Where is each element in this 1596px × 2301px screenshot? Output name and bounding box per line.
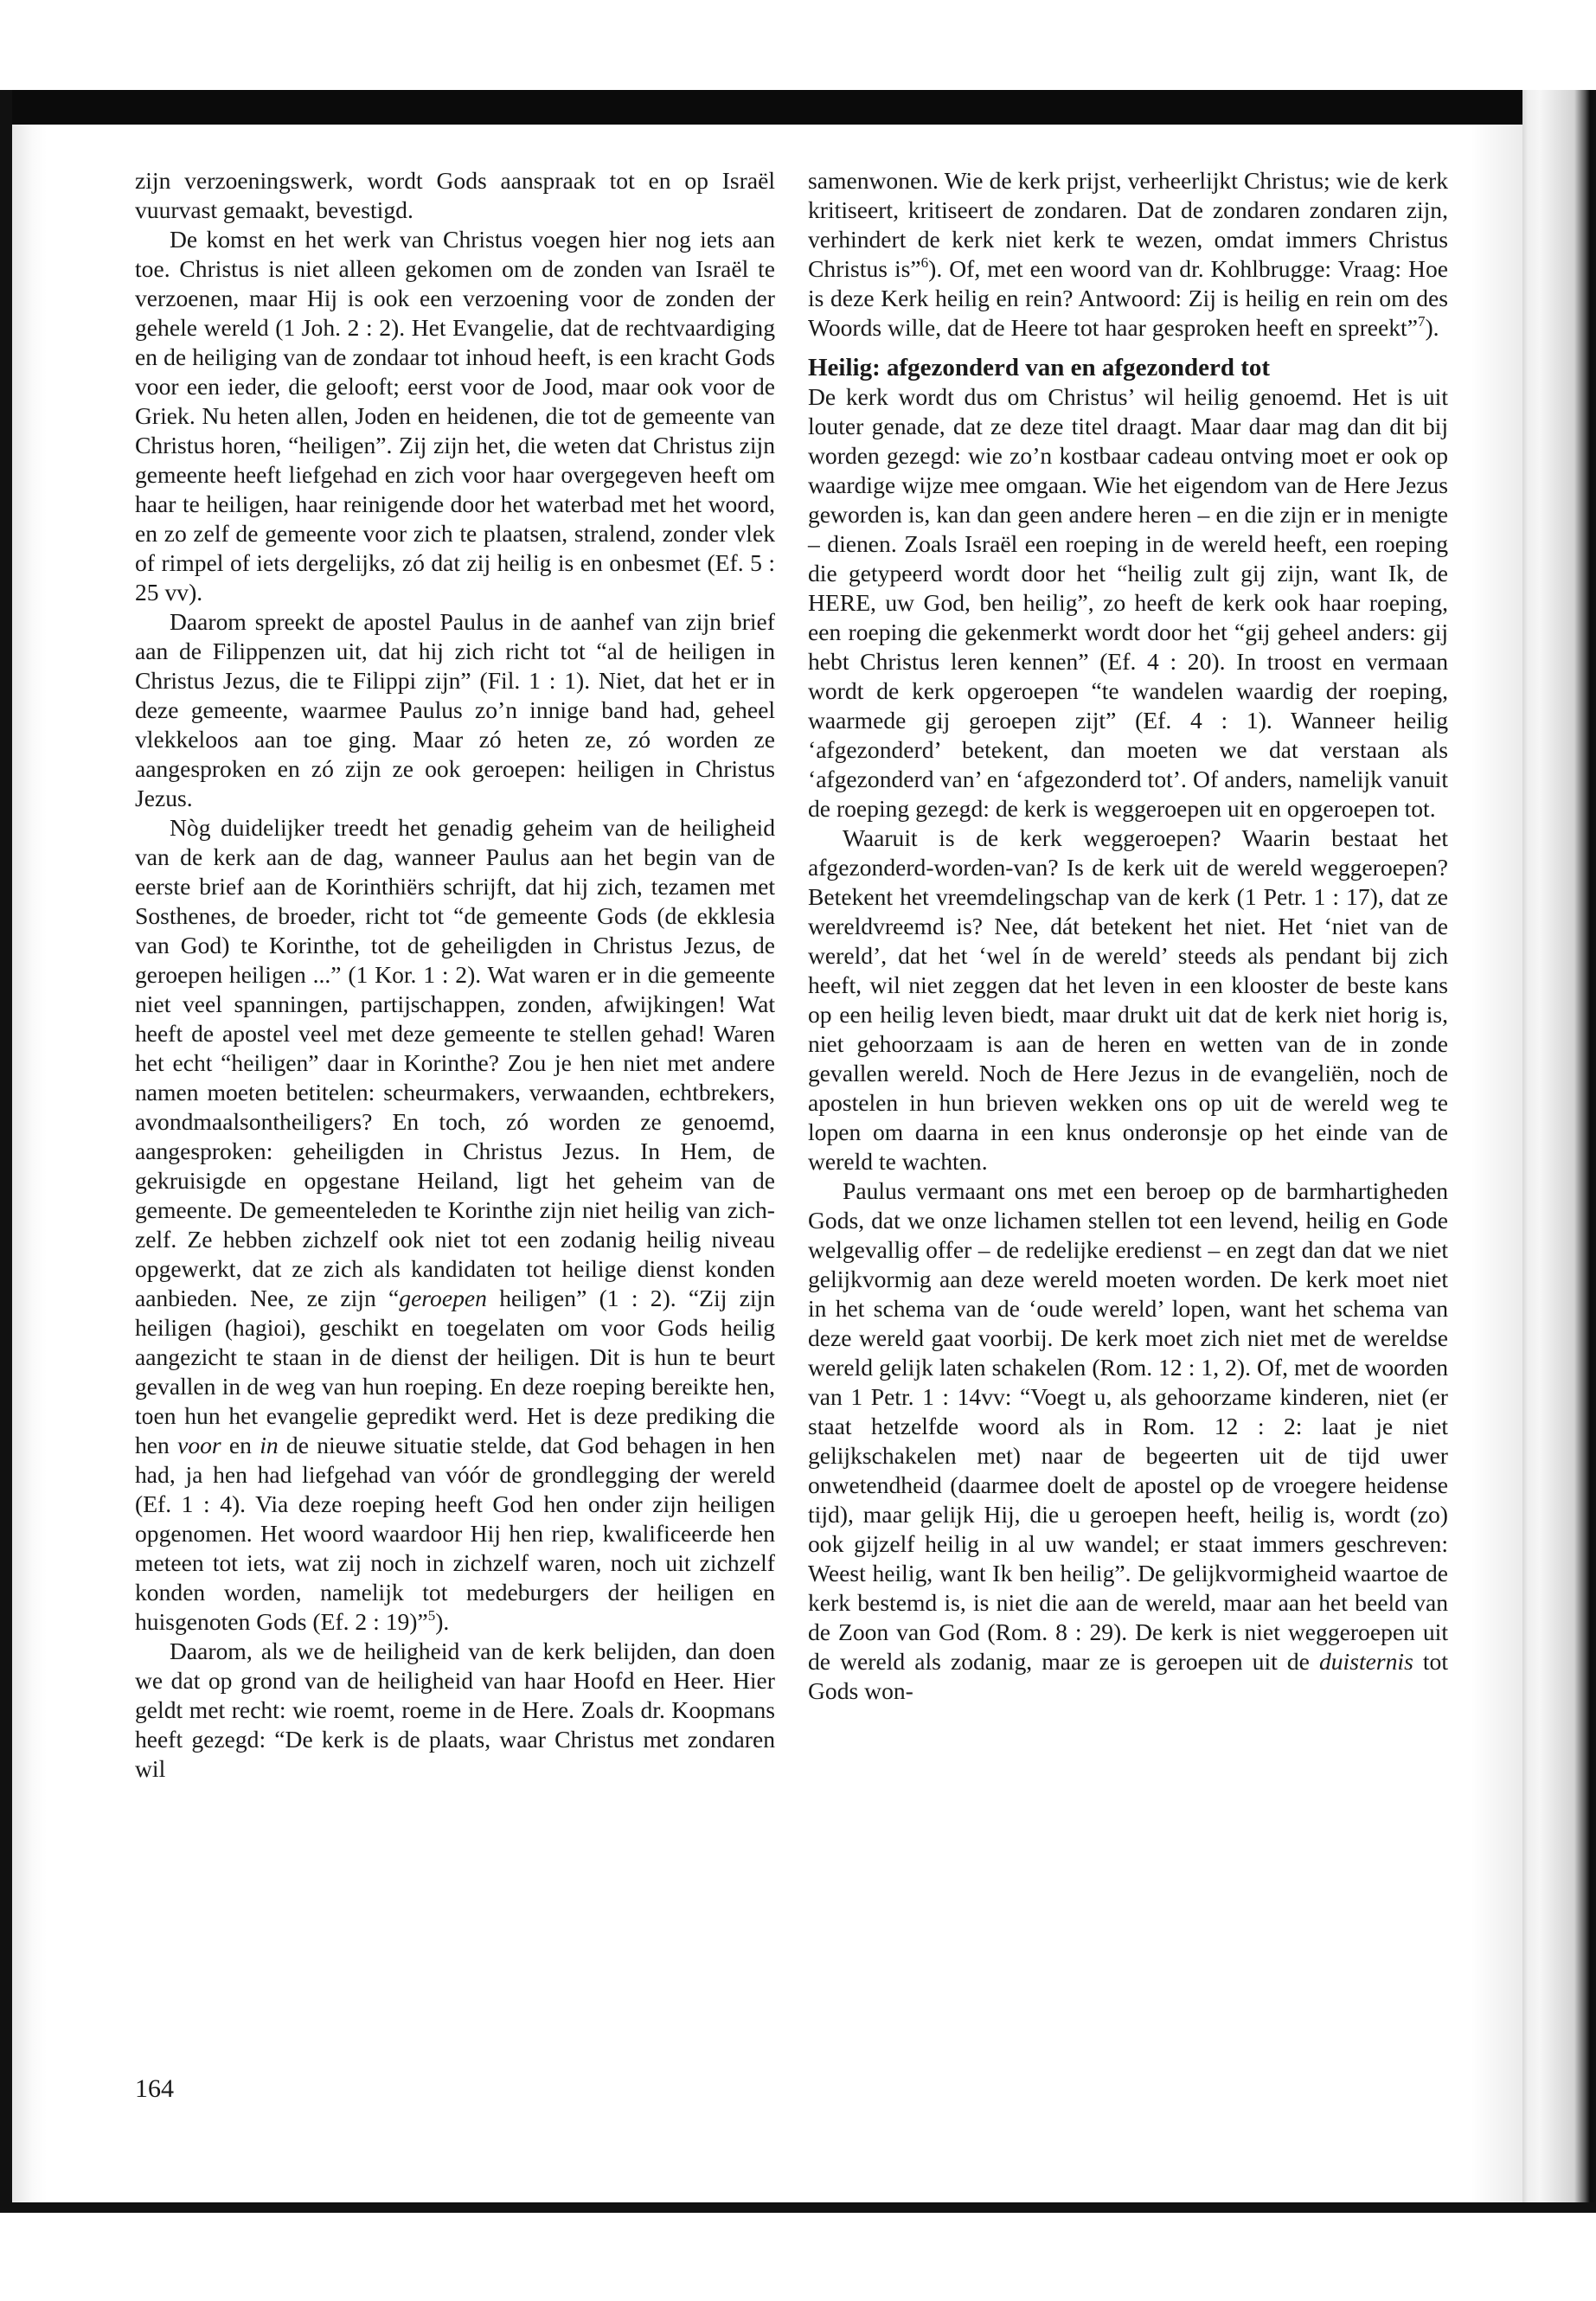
emphasis-text: in — [260, 1432, 279, 1458]
text-run: heiligen” (1 : 2). “Zij zijn heiligen (hagioi), geschikt en toegelaten om voor Gods heilig aangezicht te staan in de dienst der heiligen. Dit is hun te beurt gevallen in de weg van hun roeping. En deze roeping bereikte hen, toen hun het evangelie gepredikt werd. Het is deze prediking die hen — [135, 1285, 776, 1458]
page-gutter-shadow — [1471, 125, 1522, 2202]
text-run: Paulus vermaant ons met een beroep op de barmhartigheden Gods, dat we onze lichamen stellen tot een levend, heilig en Gode welgevallig offer – de redelijke eredienst – en zegt dan dat we niet gelijkvormig aan deze wereld moeten worden. De kerk moet niet in het schema van de ‘oude wereld’ lopen, want het schema van deze wereld gaat voorbij. De kerk moet zich niet met de wereldse wereld gelijk laten schakelen (Rom. 12 : 1, 2). Of, met de woorden van 1 Petr. 1 : 14vv: “Voegt u, als gehoorzame kinderen, niet (er staat hetzelfde woord als in Rom. 12 : 2: laat je niet gelijkschakelen met) naar de begeerten uit de tijd uwer onwetendheid (daarmee doelt de apostel op de vroegere heidense tijd), maar gelijk Hij, die u geroepen heeft, heilig is, wordt (zo) ook gijzelf heilig in al uw wandel; er staat immers geschreven: Weest heilig, want Ik ben heilig”. De gelijkvormigheid waartoe de kerk bestemd is, is niet die aan de wereld, maar aan het beeld van de Zoon van God (Rom. 8 : 29). De kerk is niet weggeroepen uit de wereld als zodanig, maar ze is geroepen uit de — [808, 1177, 1448, 1675]
emphasis-text: duisternis — [1318, 1648, 1413, 1675]
page-number: 164 — [135, 2074, 174, 2103]
text-run: ). — [1425, 314, 1439, 341]
scan-border-right — [1522, 90, 1596, 2213]
paragraph — [808, 382, 1448, 824]
text-run: Daarom spreekt de apostel Paulus in de aanhef van zijn brief aan de Filippenzen uit, dat hij zich richt tot “al de heiligen in Christus Jezus, die te Filippi zijn” (Fil. 1 : 1). Niet, dat het er in deze gemeente, waarmee Paulus zo’n innige band had, geheel vlekkeloos aan toe ging. Maar zó heten ze, zó worden ze aangesproken en zó zijn ze ook geroepen: heiligen in Christus Jezus. — [135, 608, 775, 811]
left-text-column — [135, 166, 775, 1784]
text-run: Waaruit is de kerk weggeroepen? Waarin bestaat het afgezonderd-worden-van? Is de kerk uit de wereld weggeroepen? Betekent het vreemdelingschap van de kerk (1 Petr. 1 : 17), dat ze wereldvreemd is? Nee, dát betekent het niet. Het ‘niet van de wereld’, dat het ‘wel ín de wereld’ steeds als pendant bij zich heeft, wil niet zeggen dat het leven in een klooster de beste kans op een heilig leven biedt, maar drukt uit dat de kerk niet horig is, niet gehoorzaam is aan de heren en wetten van de in zonde gevallen wereld. Noch de Here Jezus in de evangeliën, noch de apostelen in hun brieven wekken ons op uit de wereld weg te lopen om daarna in een knus onderonsje op het einde van de wereld te wachten. — [808, 824, 1448, 1175]
scan-border-left — [0, 90, 12, 2211]
scan-border-bottom — [0, 2202, 1596, 2213]
paragraph — [135, 1637, 775, 1784]
text-run: zijn verzoeningswerk, wordt Gods aanspraak tot en op Israël vuurvast gemaakt, bevestigd. — [135, 167, 775, 223]
footnote-reference: 7 — [1417, 313, 1426, 330]
paragraph — [135, 607, 775, 813]
right-text-column — [808, 166, 1448, 1706]
footnote-reference: 5 — [427, 1607, 436, 1624]
emphasis-text: voor — [177, 1432, 221, 1458]
text-run: ). Of, met een woord van dr. Kohlbrugge: Vraag: Hoe is deze Kerk heilig en rein? Antwoord: Zij is heilig en rein om des Woords wille, dat de Heere tot haar gesproken heeft en spreekt” — [808, 255, 1448, 341]
text-run: Nòg duidelijker treedt het genadig geheim van de heiligheid van de kerk aan de dag, wanneer Paulus aan het begin van de eerste brief aan de Korinthiërs schrijft, dat hij zich, tezamen met Sosthenes, de broeder, richt tot “de gemeente Gods (de ekklesia van God) te Korinthe, tot de geheiligden in Christus Jezus, de geroepen heiligen ...” (1 Kor. 1 : 2). Wat waren er in die gemeente niet veel spanningen, partijschappen, zonden, afwijkingen! Wat heeft de apostel veel met deze gemeente te stellen gehad! Waren het echt “heiligen” daar in Korinthe? Zou je hen niet met andere namen moeten betitelen: scheurmakers, verwaanden, echtbrekers, avondmaalsontheiligers? En toch, zó worden ze genoemd, aangesproken: geheiligden in Christus Jezus. In Hem, de gekruisigde en opgestane Heiland, ligt het geheim van de gemeente. De gemeenteleden te Korinthe zijn niet heilig van zichzelf. Ze hebben zichzelf ook niet tot een zodanig heilig niveau opgewerkt, dat ze zich als kandidaten tot heilige dienst konden aanbieden. Nee, ze zijn “ — [135, 814, 775, 1311]
footnote-reference: 6 — [920, 254, 929, 271]
paragraph — [808, 824, 1448, 1176]
paragraph — [135, 225, 775, 607]
paragraph — [135, 813, 775, 1637]
text-run: de nieuwe situatie stelde, dat God behagen in hen had, ja hen had liefgehad van vóór de grondlegging der wereld (Ef. 1 : 4). Via deze roeping heeft God hen onder zijn heiligen opgenomen. Het woord waardoor Hij hen riep, kwalificeerde hen meteen tot iets, wat zij noch in zichzelf waren, noch uit zichzelf konden worden, namelijk tot medeburgers der heiligen en huisgenoten Gods (Ef. 2 : 19)” — [135, 1432, 775, 1635]
emphasis-text: geroepen — [399, 1285, 487, 1311]
scan-border-top — [0, 90, 1596, 125]
section-heading — [808, 353, 1448, 382]
text-run: Heilig: afgezonderd van en afgezonderd tot — [808, 354, 1271, 381]
page-edge-shadow — [12, 125, 47, 2202]
text-run: tot Gods won- — [808, 1648, 1449, 1704]
text-run: ). — [435, 1608, 450, 1635]
text-run: samenwonen. Wie de kerk prijst, verheerlijkt Christus; wie de kerk kritiseert, kritiseert de zondaren. Dat de zondaren zondaren zijn, verhindert de kerk niet kerk te wezen, omdat immers Christus Christus is” — [808, 167, 1448, 282]
text-run: en — [221, 1432, 260, 1458]
text-run: De komst en het werk van Christus voegen hier nog iets aan toe. Christus is niet alleen gekomen om de zonden van Israël te verzoenen, maar Hij is ook een verzoening voor de zonden der gehele wereld (1 Joh. 2 : 2). Het Evangelie, dat de rechtvaardiging en de heiliging van de zondaar tot inhoud heeft, is een kracht Gods voor een ieder, die gelooft; eerst voor de Jood, maar ook voor de Griek. Nu heten allen, Joden en heidenen, die tot de gemeente van Christus horen, “heiligen”. Zij zijn het, die weten dat Christus zijn gemeente heeft liefgehad en zich voor haar overgegeven heeft om haar te heiligen, haar reinigende door het waterbad met het woord, en zo zelf de gemeente voor zich te plaatsen, stralend, zonder vlek of rimpel of iets dergelijks, zó dat zij heilig is en onbesmet (Ef. 5 : 25 vv). — [135, 226, 775, 606]
text-run: De kerk wordt dus om Christus’ wil heilig genoemd. Het is uit louter genade, dat ze deze titel draagt. Maar daar mag dan dit bij worden gezegd: wie zo’n kostbaar cadeau ontving moet er ook op waardige wijze mee omgaan. Wie het eigendom van de Here Jezus geworden is, kan dan geen andere heren – en die zijn er in menigte – dienen. Zoals Israël een roeping in de wereld heeft, een roeping die getypeerd wordt door het “heilig zult gij zijn, want Ik, de HERE, uw God, ben heilig”, zo heeft de kerk ook haar roeping, een roeping die gekenmerkt wordt door het “gij geheel anders: gij hebt Christus leren kennen” (Ef. 4 : 20). In troost en vermaan wordt de kerk opgeroepen “te wandelen waardig der roeping, waarmede gij geroepen zijt” (Ef. 4 : 1). Wanneer heilig ‘afgezonderd’ betekent, dan moeten we dat verstaan als ‘afgezonderd van’ en ‘afgezonderd tot’. Of anders, namelijk vanuit de roeping gezegd: de kerk is weggeroepen uit en opgeroepen tot. — [808, 383, 1448, 822]
paragraph — [808, 1176, 1448, 1706]
text-run: Daarom, als we de heiligheid van de kerk belijden, dan doen we dat op grond van de heiligheid van haar Hoofd en Heer. Hier geldt met recht: wie roemt, roeme in de Here. Zoals dr. Koopmans heeft gezegd: “De kerk is de plaats, waar Christus met zondaren wil — [135, 1638, 775, 1782]
paragraph — [808, 166, 1448, 343]
paragraph — [135, 166, 775, 225]
